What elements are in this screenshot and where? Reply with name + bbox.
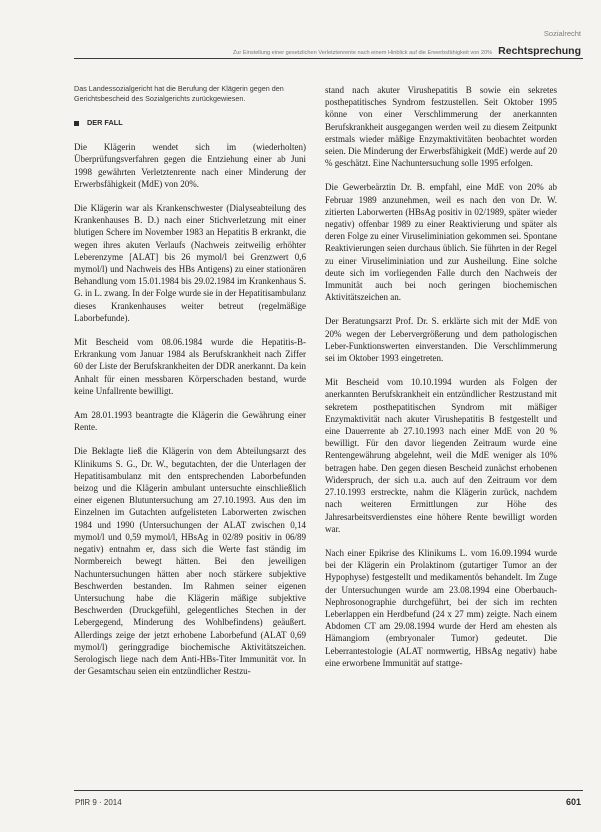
right-column — [325, 84, 557, 681]
paragraph: Mit Bescheid vom 10.10.1994 wurden als Folgen der anerkannten Berufskrankheit ein entzündlicher Restzustand mit sekretem posthepatitischen Syndrom mit mäßiger Enzymaktivität nach akuter Virushepatitis B festgestellt und eine Dauerrente ab 27.10.1993 nach einer MdE von 20 % bewilligt. Für den davor liegenden Zeitraum wurde eine Rentengewährung abgelehnt, weil die MdE weniger als 10% betragen habe. Den gegen diesen Bescheid zunächst erhobenen Widerspruch, der sich u.a. auch auf den Zeitraum vor dem 27.10.1993 erstreckte, nahm die Klägerin zurück, nachdem nach weiteren Ermittlungen zur Höhe des Jahresarbeitsverdienstes eine höhere Rente bewilligt worden war. — [325, 377, 557, 534]
paragraph: stand nach akuter Virushepatitis B sowie ein sekretes posthepatitisches Syndrom festzustellen. Seit Oktober 1995 könne von einer Verschlimmerung der anerkannten Berufskrankheit ausgegangen werden weil zu diesem Zeitpunkt erstmals wieder mäßige Enzymaktivitäten beobachtet worden seien. Die Minderung der Erwerbsfähigkeit (MdE) werde auf 20 % geschätzt. Eine Nachuntersuchung solle 1995 erfolgen. — [325, 85, 557, 169]
intro-summary: Das Landessozialgericht hat die Berufung der Klägerin gegen den Gerichtsbescheid des Sozialgerichts zurückgewiesen. — [74, 84, 284, 103]
paragraph: Die Beklagte ließ die Klägerin von dem Abteilungsarzt des Klinikums S. G., Dr. W., begutachten, der die Unterlagen der Hepatitisambulanz mit den entsprechenden Laborbefunden beizog und die Klägerin ambulant untersuchte einschließlich einer eigenen Blutuntersuchung am 27.10.1993. Aus den im Einzelnen im Gutachten aufgelisteten Laborwerten zwischen 1984 und 1990 (Untersuchungen der ALAT zwischen 0,14 mymol/l und 0,59 mymol/l, HBsAg in 02/89 positiv in 06/89 negativ) entnahm er, dass sich die Werte fast ständig im Normbereich bewegt hätten. Bei den jeweiligen Nachuntersuchungen hätten aber noch stärkere subjektive Beschwerden bestanden. Im Rahmen seiner eigenen Untersuchung habe die Klägerin mäßige subjektive Beschwerden (Druckgefühl, gelegentliches Stechen in der Lebergegend, Minderung des Wohlbefindens) geäußert. Allerdings zeige der jetzt erhobene Laborbefund (ALAT 0,69 mymol/l) geringgradige biochemische Aktivitätszeichen. Serologisch liege nach dem Anti-HBs-Titer Immunität vor. In der Gesamtschau seien ein entzündlicher Restzu- — [74, 446, 306, 677]
paragraph: Der Beratungsarzt Prof. Dr. S. erklärte sich mit der MdE von 20% wegen der Lebervergrößerung und dem pathologischen Leber-Funktionswerten einverstanden. Die Verschlimmerung sei im Oktober 1993 eingetreten. — [325, 316, 557, 364]
page-number: 601 — [565, 797, 581, 807]
running-title: Zur Einstellung einer gesetzlichen Verletztenrente nach einem Hinblick auf die Erwerbsfähigkeit von 20% — [232, 50, 493, 56]
paragraph: Die Klägerin war als Krankenschwester (Dialyseabteilung des Krankenhauses B. D.) nach einer Stichverletzung mit einer blutigen Schere im November 1983 an Hepatitis B erkrankt, die wegen ihres akuten Verlaufs (Nachweis zeitweilig erhöhter Leberenzyme [ALAT] bis 26 mymol/l bei Grenzwert 0,6 mymol/l) und Nachweis des HBs Antigens) zu einer stationären Behandlung vom 15.01.1984 bis 29.02.1984 im Krankenhaus S. G. in L. zwang. In der Folge wurde sie in der Hepatitisambulanz dieses Krankenhauses weiter betreut (regelmäßige Laborbefunde). — [74, 203, 306, 323]
paragraph: Die Gewerbeärztin Dr. B. empfahl, eine MdE von 20% ab Februar 1989 anzunehmen, weil es nach den von Dr. W. zitierten Laborwerten (HBsAg positiv in 02/1989, später wieder negativ) offenbar 1989 zu einer Reaktivierung und später als deren Folge zu einer Viruseliminiation gekommen sei. Spontane Reaktivierungen seien durchaus üblich. Sie führten in der Regel zu einer Viruseliminiation und zur Ausheilung. Eine solche deute sich im vorliegenden Falle durch den Nachweis der Immunität auch bei noch geringen biochemischen Aktivitätszeichen an. — [325, 182, 557, 303]
running-header — [92, 45, 581, 57]
journal-issue: PflR 9 · 2014 — [75, 798, 122, 807]
header-rule — [74, 58, 583, 59]
square-bullet-icon — [74, 121, 79, 126]
left-column — [74, 84, 306, 689]
rubric-title: Rechtsprechung — [498, 45, 581, 57]
section-tag: Sozialrecht — [543, 29, 581, 38]
footer-rule — [74, 790, 583, 791]
section-heading — [74, 117, 306, 129]
paragraph: Die Klägerin wendet sich im (wiederholten) Überprüfungsverfahren gegen die Entziehung einer ab Juni 1998 gewährten Verletztenrente nach einer Minderung der Erwerbsfähigkeit (MdE) von 20%. — [74, 142, 306, 189]
section-heading-label: DER FALL — [87, 118, 123, 127]
paragraph: Mit Bescheid vom 08.06.1984 wurde die Hepatitis-B-Erkrankung vom Januar 1984 als Berufskrankheit nach Ziffer 60 der Liste der Berufskrankheiten der DDR anerkannt. Da kein Anhalt für einen messbaren Körperschaden bestand, wurde keine Unfallrente bewilligt. — [74, 337, 306, 396]
paragraph: Am 28.01.1993 beantragte die Klägerin die Gewährung einer Rente. — [74, 410, 306, 433]
paragraph: Nach einer Epikrise des Klinikums L. vom 16.09.1994 wurde bei der Klägerin ein Prolaktinom (gutartiger Tumor an der Hypophyse) festgestellt und medikamentös behandelt. Im Zuge der Untersuchungen wurde am 23.08.1994 eine Oberbauch-Nephrosonographie durchgeführt, bei der sich im rechten Leberlappen ein Herdbefund (24 x 27 mm) zeigte. Nach einem Abdomen CT am 29.08.1994 wurde der Herd am ehesten als Hämangiom (embryonaler Tumor) gedeutet. Die Leberrantestologie (ALAT normwertig, HBsAg negativ) habe eine erworbene Immunität auf stattge- — [325, 547, 557, 668]
